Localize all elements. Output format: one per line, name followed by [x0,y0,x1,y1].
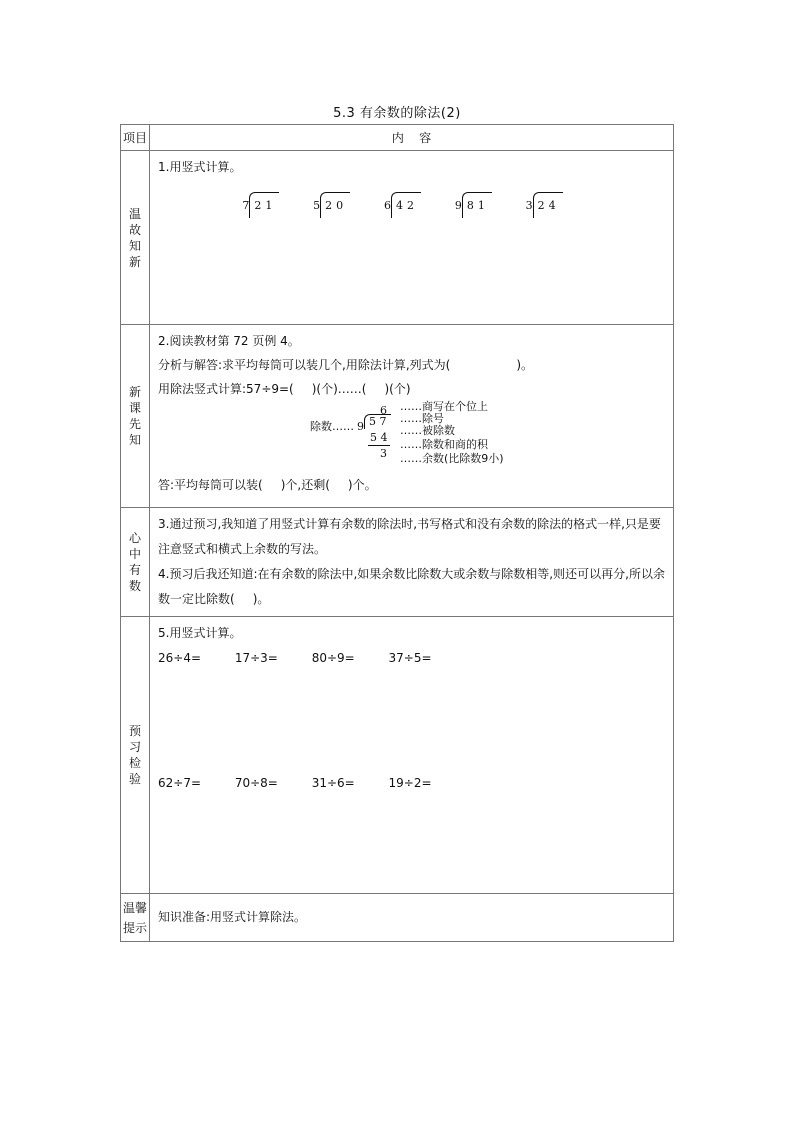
annotation-division-sign: ……除号 [400,412,444,425]
diagram-divisor-label: 除数…… [310,420,354,433]
expression: 31÷6= [311,776,355,790]
long-division-diagram [158,401,665,471]
question-5: 5.用竖式计算。 [158,626,242,640]
section-label-tip: 温馨提示 [122,900,147,935]
expression: 70÷8= [234,776,278,790]
expression: 17÷3= [234,651,278,665]
annotation-product: ……除数和商的积 [400,438,488,451]
section-label-insight: 心中有数 [128,531,141,593]
section-label-review: 温故知新 [128,206,141,269]
long-division-1: 7 21 [242,192,279,218]
long-division-4: 9 81 [455,192,492,218]
long-division-5: 3 24 [526,192,563,218]
expression: 62÷7= [158,776,202,790]
question-4: 4.预习后我还知道:在有余数的除法中,如果余数比除数大或余数与除数相等,则还可以再分,所以余数一定比除数( )。 [158,567,665,606]
question-2: 2.阅读教材第 72 页例 4。 [158,334,300,348]
long-division-2: 5 20 [313,192,350,218]
long-division-3: 6 42 [384,192,421,218]
long-division-row [158,192,665,218]
expression-row-2 [158,771,665,796]
answer-line: 答:平均每筒可以装( )个,还剩( )个。 [158,478,377,492]
tip-text: 知识准备:用竖式计算除法。 [158,910,307,924]
section-label-check: 预习检验 [128,724,141,786]
annotation-remainder: ……余数(比除数9小) [400,452,504,465]
vertical-calc-line: 用除法竖式计算:57÷9=( )(个)……( )(个) [158,382,411,396]
diagram-divisor: 9 [357,420,364,433]
expression: 80÷9= [311,651,355,665]
diagram-product: 5 4 [370,431,388,444]
expression: 26÷4= [158,651,202,665]
diagram-remainder: 3 [380,447,387,460]
expression-row-1 [158,646,665,671]
table-header [121,125,674,151]
diagram-dividend: 5 7 [364,414,391,429]
header-item: 项目 [121,125,150,151]
expression: 37÷5= [388,651,432,665]
section-tip [121,894,674,942]
question-3: 3.通过预习,我知道了用竖式计算有余数的除法时,书写格式和没有余数的除法的格式一样,只是要注意竖式和横式上余数的写法。 [158,517,661,556]
section-review [121,151,674,325]
worksheet-table [120,124,674,942]
page-title: 5.3 有余数的除法(2) [333,106,461,121]
section-check [121,617,674,894]
annotation-quotient: ……商写在个位上 [400,400,488,413]
section-label-preview: 新课先知 [128,385,141,447]
header-content: 内 容 [150,125,674,151]
section-preview [121,325,674,508]
diagram-quotient: 6 [380,404,387,417]
expression: 19÷2= [388,776,432,790]
section-insight [121,508,674,617]
annotation-dividend: ……被除数 [400,424,455,437]
question-1: 1.用竖式计算。 [158,160,242,174]
analysis-line: 分析与解答:求平均每筒可以装几个,用除法计算,列式为( )。 [158,358,534,372]
